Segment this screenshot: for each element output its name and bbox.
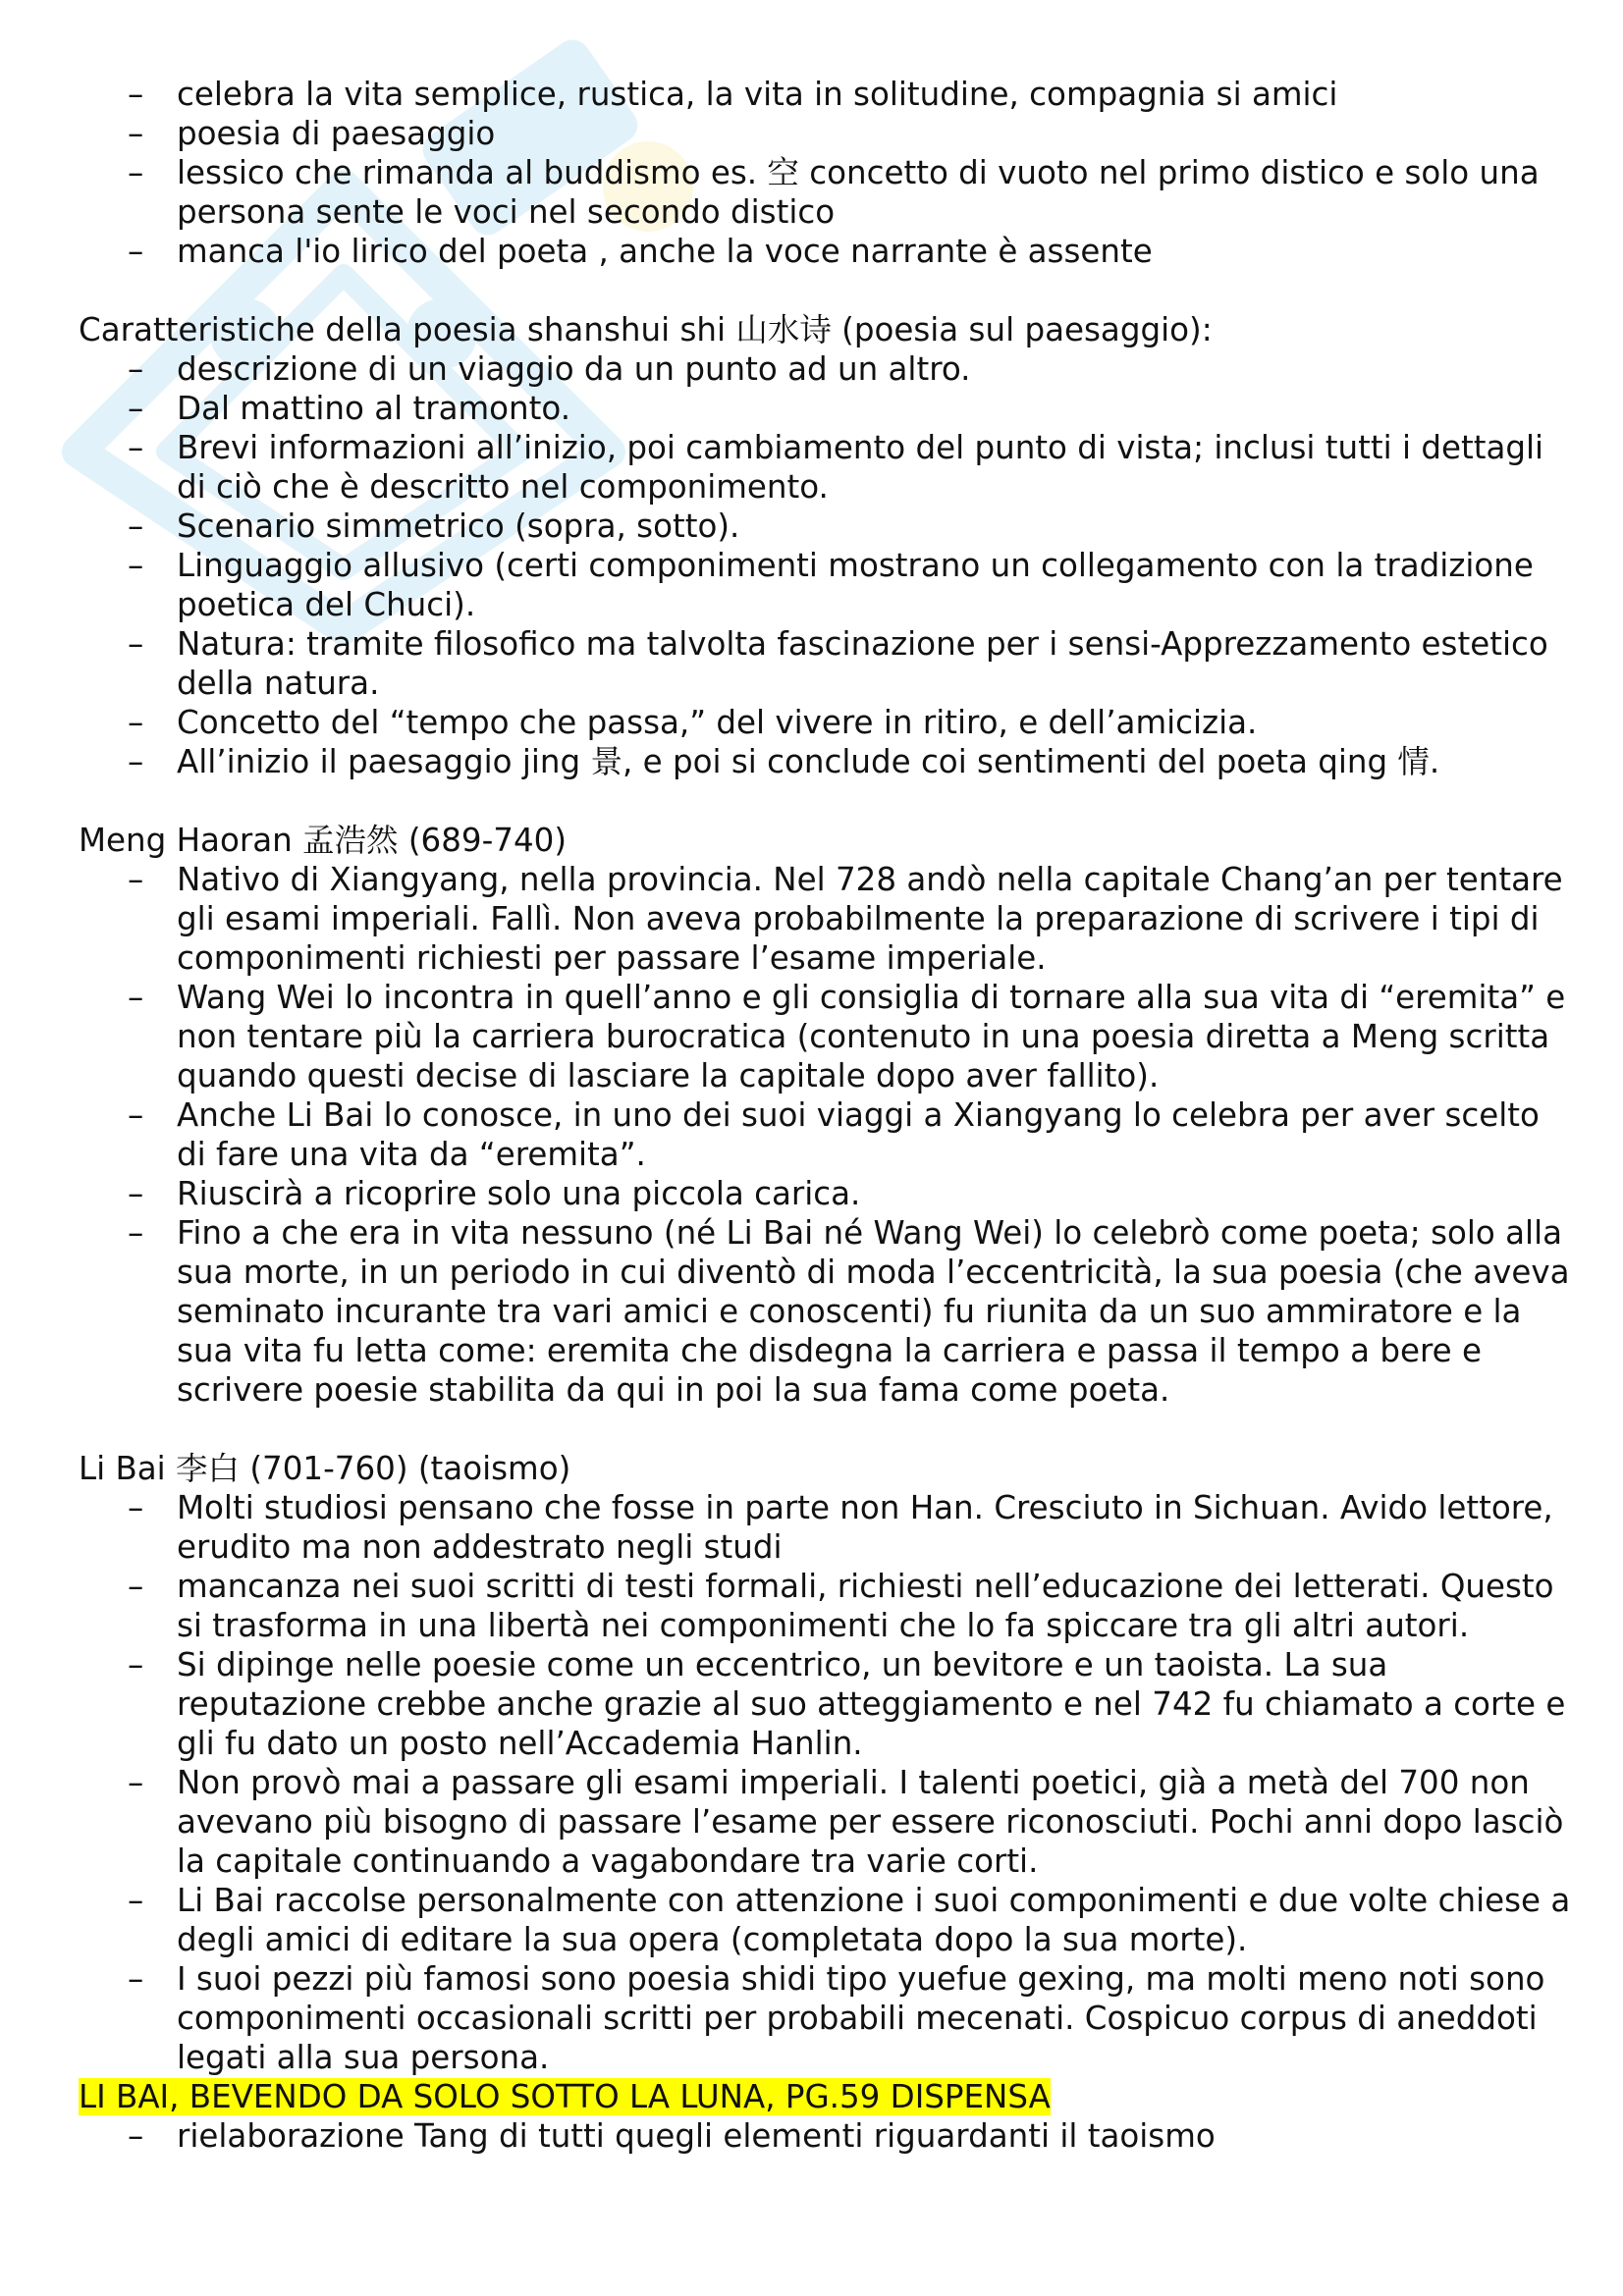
list-item: – rielaborazione Tang di tutti quegli elementi riguardanti il taoismo (79, 2116, 1571, 2156)
list-item: – Scenario simmetrico (sopra, sotto). (79, 507, 1571, 546)
list-item: – Riuscirà a ricoprire solo una piccola carica. (79, 1174, 1571, 1213)
list-item: – mancanza nei suoi scritti di testi formali, richiesti nell’educazione dei letterati. Questo si trasforma in una libertà nei componimenti che lo fa spiccare tra gli altri autori. (79, 1567, 1571, 1645)
list-item: – Brevi informazioni all’inizio, poi cambiamento del punto di vista; inclusi tutti i dettagli di ciò che è descritto nel componimento. (79, 428, 1571, 507)
list-item: – descrizione di un viaggio da un punto ad un altro. (79, 349, 1571, 389)
meng-haoran-list (79, 860, 1571, 1410)
list-item: – poesia di paesaggio (79, 114, 1571, 153)
spacer (79, 271, 1571, 310)
poem-notes-list (79, 2116, 1571, 2156)
list-item: – I suoi pezzi più famosi sono poesia shidi tipo yuefue gexing, ma molti meno noti sono componimenti occasionali scritti per probabili mecenati. Cospicuo corpus di aneddoti legati alla sua persona. (79, 1959, 1571, 2077)
list-item: – Li Bai raccolse personalmente con attenzione i suoi componimenti e due volte chiese a degli amici di editare la sua opera (completata dopo la sua morte). (79, 1881, 1571, 1959)
list-item: – Nativo di Xiangyang, nella provincia. Nel 728 andò nella capitale Chang’an per tentare gli esami imperiali. Fallì. Non aveva probabilmente la preparazione di scrivere i tipi di componimenti richiesti per passare l’esame imperiale. (79, 860, 1571, 978)
list-item: – Fino a che era in vita nessuno (né Li Bai né Wang Wei) lo celebrò come poeta; solo alla sua morte, in un periodo in cui diventò di moda l’eccentricità, la sua poesia (che aveva seminato incurante tra vari amici e conoscenti) fu riunita da un suo ammiratore e la sua vita fu letta come: eremita che disdegna la carriera e passa il tempo a bere e scrivere poesie stabilita da qui in poi la sua fama come poeta. (79, 1213, 1571, 1410)
shanshui-heading: Caratteristiche della poesia shanshui shi 山水诗 (poesia sul paesaggio): (79, 311, 1213, 348)
meng-haoran-heading: Meng Haoran 孟浩然 (689-740) (79, 822, 568, 859)
shanshui-list (79, 349, 1571, 781)
list-item: – Natura: tramite filosofico ma talvolta fascinazione per i sensi-Apprezzamento estetico della natura. (79, 624, 1571, 703)
list-item: – Si dipinge nelle poesie come un eccentrico, un bevitore e un taoista. La sua reputazione crebbe anche grazie al suo atteggiamento e nel 742 fu chiamato a corte e gli fu dato un posto nell’Accademia Hanlin. (79, 1645, 1571, 1763)
li-bai-list (79, 1488, 1571, 2077)
intro-list (79, 75, 1571, 271)
list-item: – Molti studiosi pensano che fosse in parte non Han. Cresciuto in Sichuan. Avido lettore, erudito ma non addestrato negli studi (79, 1488, 1571, 1567)
document-page (79, 75, 1571, 2156)
li-bai-heading: Li Bai 李白 (701-760) (taoismo) (79, 1450, 571, 1487)
list-item: – Concetto del “tempo che passa,” del vivere in ritiro, e dell’amicizia. (79, 703, 1571, 742)
list-item: – Linguaggio allusivo (certi componimenti mostrano un collegamento con la tradizione poetica del Chuci). (79, 546, 1571, 624)
highlighted-poem-title: LI BAI, BEVENDO DA SOLO SOTTO LA LUNA, PG.59 DISPENSA (79, 2078, 1051, 2115)
list-item: – Non provò mai a passare gli esami imperiali. I talenti poetici, già a metà del 700 non avevano più bisogno di passare l’esame per essere riconosciuti. Pochi anni dopo lasciò la capitale continuando a vagabondare tra varie corti. (79, 1763, 1571, 1881)
spacer (79, 1410, 1571, 1449)
list-item: – lessico che rimanda al buddismo es. 空 concetto di vuoto nel primo distico e solo una persona sente le voci nel secondo distico (79, 153, 1571, 232)
poem-title-line (79, 2077, 1571, 2116)
list-item: – celebra la vita semplice, rustica, la vita in solitudine, compagnia si amici (79, 75, 1571, 114)
list-item: – All’inizio il paesaggio jing 景, e poi si conclude coi sentimenti del poeta qing 情. (79, 742, 1571, 781)
list-item: – Wang Wei lo incontra in quell’anno e gli consiglia di tornare alla sua vita di “eremita” e non tentare più la carriera burocratica (contenuto in una poesia diretta a Meng scritta quando questi decise di lasciare la capitale dopo aver fallito). (79, 978, 1571, 1095)
list-item: – manca l'io lirico del poeta , anche la voce narrante è assente (79, 232, 1571, 271)
list-item: – Dal mattino al tramonto. (79, 389, 1571, 428)
list-item: – Anche Li Bai lo conosce, in uno dei suoi viaggi a Xiangyang lo celebra per aver scelto di fare una vita da “eremita”. (79, 1095, 1571, 1174)
spacer (79, 781, 1571, 821)
